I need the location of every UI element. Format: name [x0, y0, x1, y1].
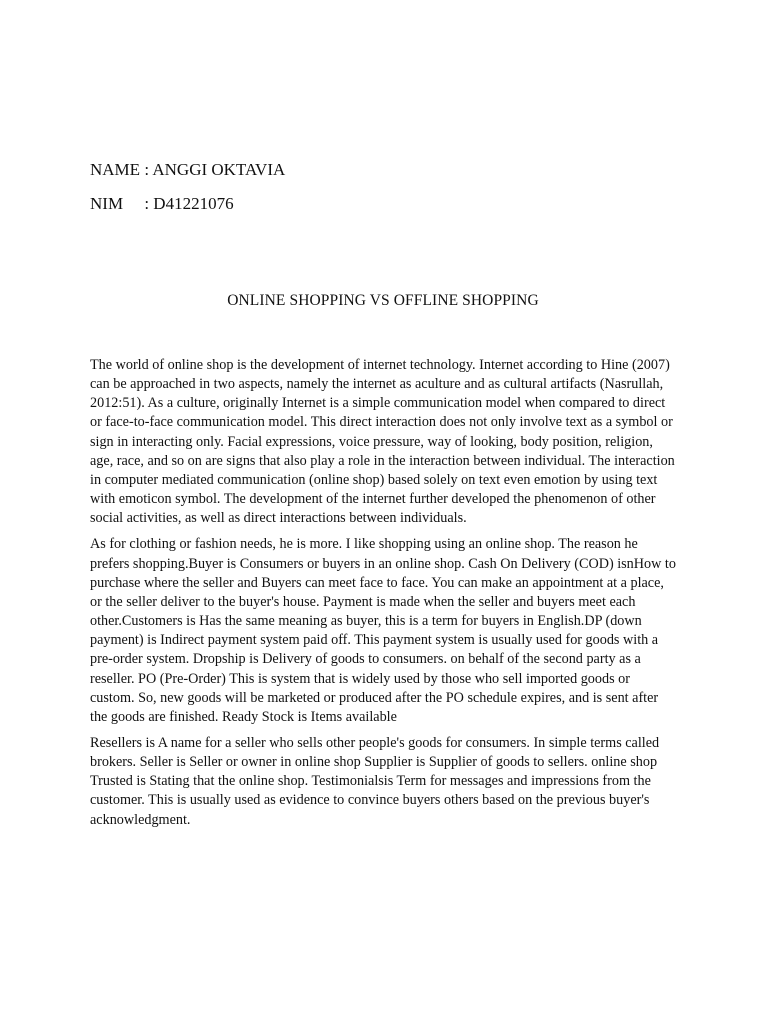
student-name: ANGGI OKTAVIA — [152, 160, 286, 179]
student-name-line: NAME : ANGGI OKTAVIA — [90, 160, 286, 179]
body-paragraph-2: As for clothing or fashion needs, he is more. I like shopping using an online shop. The reason he prefers shopping.Buyer is Consumers or buyers in an online shop. Cash On Delivery (COD) isnHow to purchase where the seller and Buyers can meet face to face. You can make an appointment at a place, or the seller deliver to the buyer's house. Payment is made when the seller and buyers meet each other.Customers is Has the same meaning as buyer, this is a term for buyers in English.DP (down payment) is Indirect payment system paid off. This payment system is usually used for goods with a pre-order system. Dropship is Delivery of goods to consumers. on behalf of the second party as a reseller. PO (Pre-Order) This is system that is widely used by those who sell imported goods or custom. So, new goods will be marketed or produced after the PO schedule expires, and is sent after the goods are finished. Ready Stock is Items available — [90, 536, 676, 725]
name-label: NAME — [90, 160, 141, 179]
body-paragraph-3: Resellers is A name for a seller who sells other people's goods for consumers. In simple terms called brokers. Seller is Seller or owner in online shop Supplier is Supplier of goods to sellers. online shop Trusted is Stating that the online shop. Testimonialsis Term for messages and impressions from the customer. This is usually used as evidence to convince buyers others based on the previous buyer's acknowledgment. — [90, 734, 660, 828]
student-nim-line: NIM : D41221076 — [90, 194, 234, 213]
document-body — [90, 356, 676, 837]
document-title: ONLINE SHOPPING VS OFFLINE SHOPPING — [227, 292, 539, 309]
body-paragraph-1: The world of online shop is the development of internet technology. Internet according to Hine (2007) can be approached in two aspects, namely the internet as aculture and as cultural artifacts (Nasrullah, 2012:51). As a culture, originally Internet is a simple communication model when compared to direct or face-to-face communication model. This direct interaction does not only involve text as a symbol or sign in interacting only. Facial expressions, voice pressure, way of looking, body position, religion, age, race, and so on are signs that also play a role in the interaction between individual. The interaction in computer mediated communication (online shop) based solely on text even emotion by using text with emoticon symbol. The development of the internet further developed the phenomenon of other social activities, as well as direct interactions between individuals. — [90, 357, 675, 527]
nim-label: NIM — [90, 194, 124, 213]
student-nim: D41221076 — [153, 194, 234, 213]
